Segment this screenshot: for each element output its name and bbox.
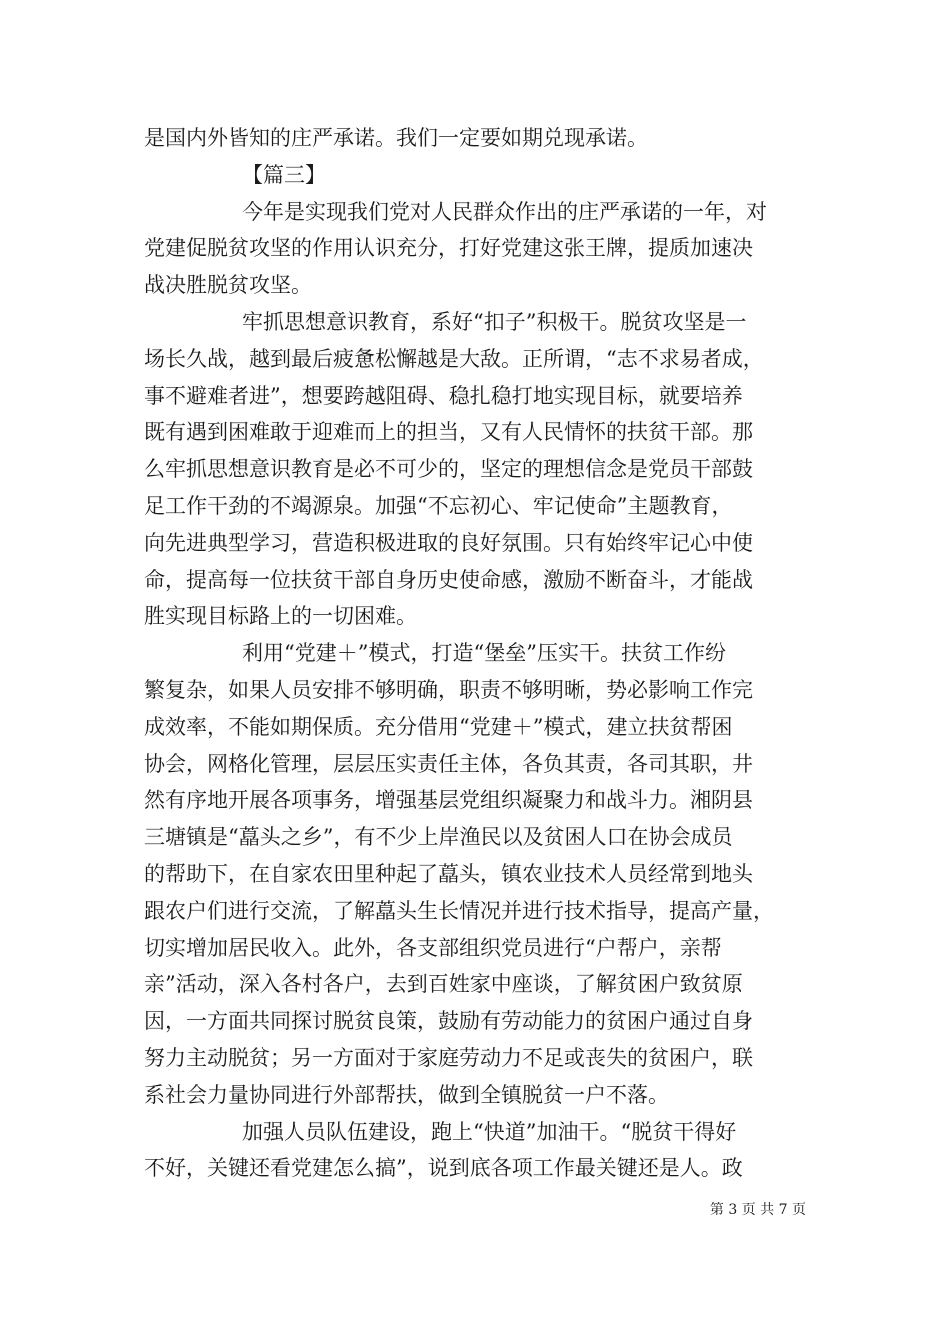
- text-line: 党建促脱贫攻坚的作用认识充分，打好党建这张王牌，提质加速决: [144, 236, 753, 261]
- text-line: 场长久战，越到最后疲惫松懈越是大敌。正所谓，“志不求易者成，: [144, 346, 764, 371]
- text-line: 成效率，不能如期保质。充分借用“党建＋”模式，建立扶贫帮困: [144, 714, 733, 739]
- text-line: 繁复杂，如果人员安排不够明确，职责不够明晰，势必影响工作完: [144, 677, 753, 702]
- document-body: [144, 120, 806, 1187]
- text-line: 跟农户们进行交流，了解藠头生长情况并进行技术指导，提高产量，: [144, 898, 774, 923]
- text-line: 命，提高每一位扶贫干部自身历史使命感，激励不断奋斗，才能战: [144, 567, 753, 592]
- text-line: 足工作干劲的不竭源泉。加强“不忘初心、牢记使命”主题教育，: [144, 493, 733, 518]
- text-line: 战决胜脱贫攻坚。: [144, 273, 312, 298]
- text-line: 加强人员队伍建设，跑上“快道”加油干。“脱贫干得好: [242, 1119, 737, 1144]
- text-line: 利用“党建＋”模式，打造“堡垒”压实干。扶贫工作纷: [242, 641, 726, 666]
- text-line: 么牢抓思想意识教育是必不可少的，坚定的理想信念是党员干部鼓: [144, 457, 753, 482]
- text-line: 努力主动脱贫；另一方面对于家庭劳动力不足或丧失的贫困户，联: [144, 1045, 753, 1070]
- text-line: 然有序地开展各项事务，增强基层党组织凝聚力和战斗力。湘阴县: [144, 788, 753, 813]
- text-line: 事不避难者进”，想要跨越阻碍、稳扎稳打地实现目标，就要培养: [144, 383, 743, 408]
- section-heading: 【篇三】: [242, 162, 326, 187]
- text-line: 亲”活动，深入各村各户，去到百姓家中座谈，了解贫困户致贫原: [144, 972, 743, 997]
- text-line: 牢抓思想意识教育，系好“扣子”积极干。脱贫攻坚是一: [242, 309, 747, 334]
- text-line: 既有遇到困难敢于迎难而上的担当，又有人民情怀的扶贫干部。那: [144, 420, 753, 445]
- page-footer: 第 3 页 共 7 页: [709, 1202, 806, 1218]
- text-line: 不好，关键还看党建怎么搞”，说到底各项工作最关键还是人。政: [144, 1156, 743, 1181]
- text-line: 的帮助下，在自家农田里种起了藠头，镇农业技术人员经常到地头: [144, 861, 753, 886]
- text-line: 今年是实现我们党对人民群众作出的庄严承诺的一年，对: [242, 199, 767, 224]
- text-line: 三塘镇是“藠头之乡”，有不少上岸渔民以及贫困人口在协会成员: [144, 825, 733, 850]
- text-line: 胜实现目标路上的一切困难。: [144, 604, 417, 629]
- text-line: 切实增加居民收入。此外，各支部组织党员进行“户帮户，亲帮: [144, 935, 722, 960]
- text-line: 是国内外皆知的庄严承诺。我们一定要如期兑现承诺。: [144, 126, 648, 150]
- text-line: 系社会力量协同进行外部帮扶，做到全镇脱贫一户不落。: [144, 1082, 669, 1107]
- text-line: 因，一方面共同探讨脱贫良策，鼓励有劳动能力的贫困户通过自身: [144, 1009, 753, 1034]
- text-line: 向先进典型学习，营造积极进取的良好氛围。只有始终牢记心中使: [144, 530, 753, 555]
- text-line: 协会，网格化管理，层层压实责任主体，各负其责，各司其职，井: [144, 751, 753, 776]
